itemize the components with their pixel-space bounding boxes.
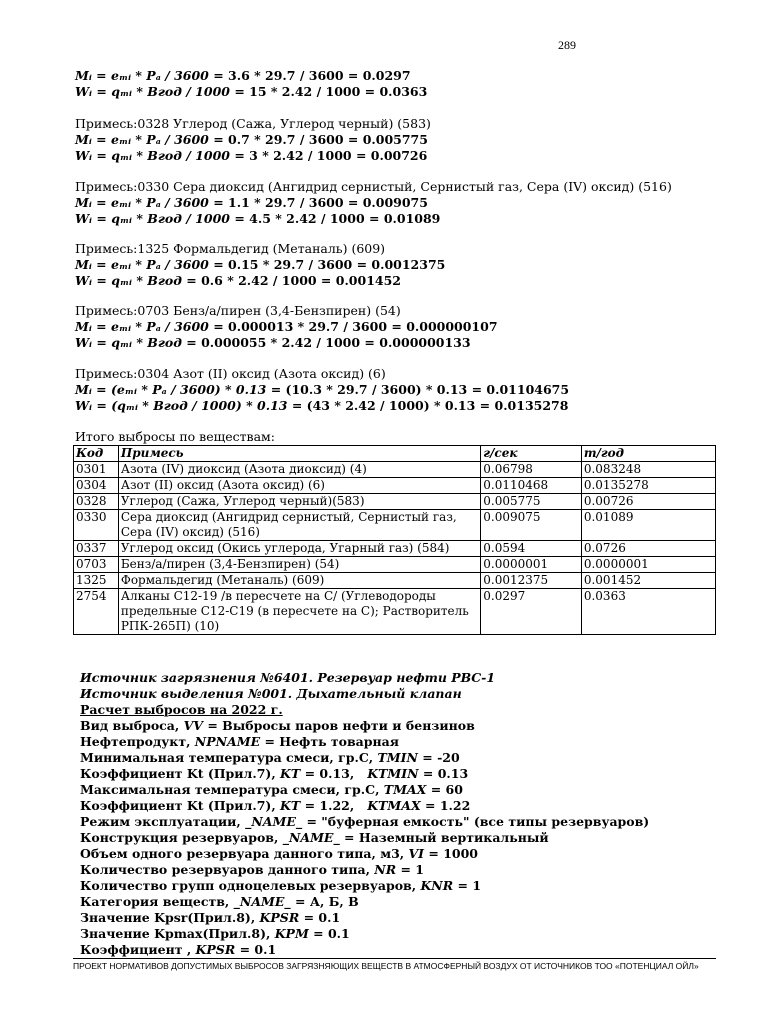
formula-m: Mᵢ = eₘᵢ * Pₐ / 3600 = 0.15 * 29.7 / 3600 = 0.0012375 <box>75 257 446 272</box>
param-line: Вид выброса, VV = Выбросы паров нефти и бензинов <box>80 718 475 733</box>
source-section <box>80 670 720 958</box>
cell-t-year: 0.0363 <box>581 589 715 635</box>
param-line: Коэффициент Kt (Прил.7), KT = 0.13, KTMIN = 0.13 <box>80 766 469 781</box>
cell-code: 0328 <box>74 494 119 510</box>
cell-g-sec: 0.0297 <box>481 589 582 635</box>
substance-block <box>75 179 715 227</box>
cell-code: 2754 <box>74 589 119 635</box>
param-line: Категория веществ, _NAME_ = А, Б, В <box>80 894 359 909</box>
formula-m: Mᵢ = eₘᵢ * Pₐ / 3600 = 0.7 * 29.7 / 3600 = 0.005775 <box>75 132 428 147</box>
cell-substance: Формальдегид (Метаналь) (609) <box>118 573 480 589</box>
formula-m: Mᵢ = eₘᵢ * Pₐ / 3600 = 3.6 * 29.7 / 3600 = 0.0297 <box>75 68 411 83</box>
substance-block <box>75 303 715 351</box>
cell-g-sec: 0.005775 <box>481 494 582 510</box>
substance-title: Примесь:0703 Бенз/а/пирен (3,4-Бензпирен) (54) <box>75 303 401 318</box>
table-row <box>74 573 716 589</box>
cell-g-sec: 0.0012375 <box>481 573 582 589</box>
substance-block <box>75 366 715 414</box>
param-line: Значение Kpmax(Прил.8), KPM = 0.1 <box>80 926 350 941</box>
param-line: Объем одного резервуара данного типа, м3, VI = 1000 <box>80 846 478 861</box>
table-row <box>74 478 716 494</box>
param-line: Значение Kpsr(Прил.8), KPSR = 0.1 <box>80 910 341 925</box>
substance-title: Примесь:0330 Сера диоксид (Ангидрид сернистый, Сернистый газ, Сера (IV) оксид) (516) <box>75 179 672 194</box>
cell-substance: Углерод (Сажа, Углерод черный)(583) <box>118 494 480 510</box>
param-line: Конструкция резервуаров, _NAME_ = Наземный вертикальный <box>80 830 549 845</box>
footer-text: ПРОЕКТ НОРМАТИВОВ ДОПУСТИМЫХ ВЫБРОСОВ ЗАГРЯЗНЯЮЩИХ ВЕЩЕСТВ В АТМОСФЕРНЫЙ ВОЗДУХ ОТ ИСТОЧНИКОВ ТОО «ПОТЕНЦИАЛ ОЙЛ» <box>73 961 699 971</box>
formula-w: Wᵢ = qₘᵢ * Bгод / 1000 = 15 * 2.42 / 1000 = 0.0363 <box>75 84 428 99</box>
substance-title: Примесь:0304 Азот (II) оксид (Азота оксид) (6) <box>75 366 386 381</box>
emission-source-title: Источник выделения №001. Дыхательный клапан <box>80 686 462 701</box>
totals-title: Итого выбросы по веществам: <box>75 429 275 444</box>
formula-m: Mᵢ = (eₘᵢ * Pₐ / 3600) * 0.13 = (10.3 * 29.7 / 3600) * 0.13 = 0.01104675 <box>75 382 570 397</box>
table-header-row <box>74 446 716 462</box>
formula-m: Mᵢ = eₘᵢ * Pₐ / 3600 = 1.1 * 29.7 / 3600 = 0.009075 <box>75 195 428 210</box>
formula-w: Wᵢ = (qₘᵢ * Bгод / 1000) * 0.13 = (43 * 2.42 / 1000) * 0.13 = 0.0135278 <box>75 398 569 413</box>
cell-g-sec: 0.0000001 <box>481 557 582 573</box>
param-line: Коэффициент Kt (Прил.7), KT = 1.22, KTMAX = 1.22 <box>80 798 471 813</box>
cell-substance: Углерод оксид (Окись углерода, Угарный газ) (584) <box>118 541 480 557</box>
substance-block <box>75 241 715 289</box>
table-row <box>74 462 716 478</box>
table-row <box>74 589 716 635</box>
param-line: Количество резервуаров данного типа, NR = 1 <box>80 862 424 877</box>
col-header-substance: Примесь <box>118 446 480 462</box>
cell-code: 0337 <box>74 541 119 557</box>
param-line: Коэффициент , KPSR = 0.1 <box>80 942 277 957</box>
formula-block-top <box>75 68 715 100</box>
cell-substance: Бенз/а/пирен (3,4-Бензпирен) (54) <box>118 557 480 573</box>
cell-g-sec: 0.009075 <box>481 510 582 541</box>
cell-t-year: 0.00726 <box>581 494 715 510</box>
cell-t-year: 0.001452 <box>581 573 715 589</box>
calc-heading: Расчет выбросов на 2022 г. <box>80 702 283 717</box>
cell-code: 0304 <box>74 478 119 494</box>
param-line: Минимальная температура смеси, гр.С, TMIN = -20 <box>80 750 460 765</box>
substance-title: Примесь:0328 Углерод (Сажа, Углерод черный) (583) <box>75 116 431 131</box>
formula-w: Wᵢ = qₘᵢ * Bгод / 1000 = 4.5 * 2.42 / 1000 = 0.01089 <box>75 211 441 226</box>
param-line: Количество групп одноцелевых резервуаров, KNR = 1 <box>80 878 482 893</box>
col-header-code: Код <box>74 446 119 462</box>
cell-t-year: 0.0135278 <box>581 478 715 494</box>
cell-code: 0301 <box>74 462 119 478</box>
col-header-t-year: т/год <box>581 446 715 462</box>
table-row <box>74 557 716 573</box>
cell-substance: Азот (II) оксид (Азота оксид) (6) <box>118 478 480 494</box>
substance-title: Примесь:1325 Формальдегид (Метаналь) (609) <box>75 241 386 256</box>
formula-m: Mᵢ = eₘᵢ * Pₐ / 3600 = 0.000013 * 29.7 / 3600 = 0.000000107 <box>75 319 498 334</box>
cell-substance: Сера диоксид (Ангидрид сернистый, Сернистый газ, Сера (IV) оксид) (516) <box>118 510 480 541</box>
table-row <box>74 541 716 557</box>
substance-block <box>75 116 715 164</box>
table-row <box>74 494 716 510</box>
cell-t-year: 0.0000001 <box>581 557 715 573</box>
param-line: Режим эксплуатации, _NAME_ = "буферная емкость" (все типы резервуаров) <box>80 814 650 829</box>
cell-code: 0703 <box>74 557 119 573</box>
cell-g-sec: 0.0594 <box>481 541 582 557</box>
cell-substance: Азота (IV) диоксид (Азота диоксид) (4) <box>118 462 480 478</box>
cell-code: 1325 <box>74 573 119 589</box>
param-line: Максимальная температура смеси, гр.С, TMAX = 60 <box>80 782 463 797</box>
page-number: 289 <box>558 38 576 52</box>
formula-w: Wᵢ = qₘᵢ * Bгод / 1000 = 3 * 2.42 / 1000 = 0.00726 <box>75 148 428 163</box>
cell-g-sec: 0.06798 <box>481 462 582 478</box>
table-row <box>74 510 716 541</box>
cell-code: 0330 <box>74 510 119 541</box>
col-header-g-sec: г/сек <box>481 446 582 462</box>
cell-t-year: 0.083248 <box>581 462 715 478</box>
source-title: Источник загрязнения №6401. Резервуар нефти РВС-1 <box>80 670 496 685</box>
cell-t-year: 0.0726 <box>581 541 715 557</box>
formula-w: Wᵢ = qₘᵢ * Bгод = 0.6 * 2.42 / 1000 = 0.001452 <box>75 273 401 288</box>
footer-divider <box>73 958 716 959</box>
cell-t-year: 0.01089 <box>581 510 715 541</box>
cell-g-sec: 0.0110468 <box>481 478 582 494</box>
param-line: Нефтепродукт, NPNAME = Нефть товарная <box>80 734 400 749</box>
formula-w: Wᵢ = qₘᵢ * Bгод = 0.000055 * 2.42 / 1000 = 0.000000133 <box>75 335 471 350</box>
cell-substance: Алканы С12-19 /в пересчете на С/ (Углеводороды предельные С12-С19 (в пересчете на С); Растворитель РПК-265П) (10) <box>118 589 480 635</box>
emissions-table <box>73 445 716 635</box>
